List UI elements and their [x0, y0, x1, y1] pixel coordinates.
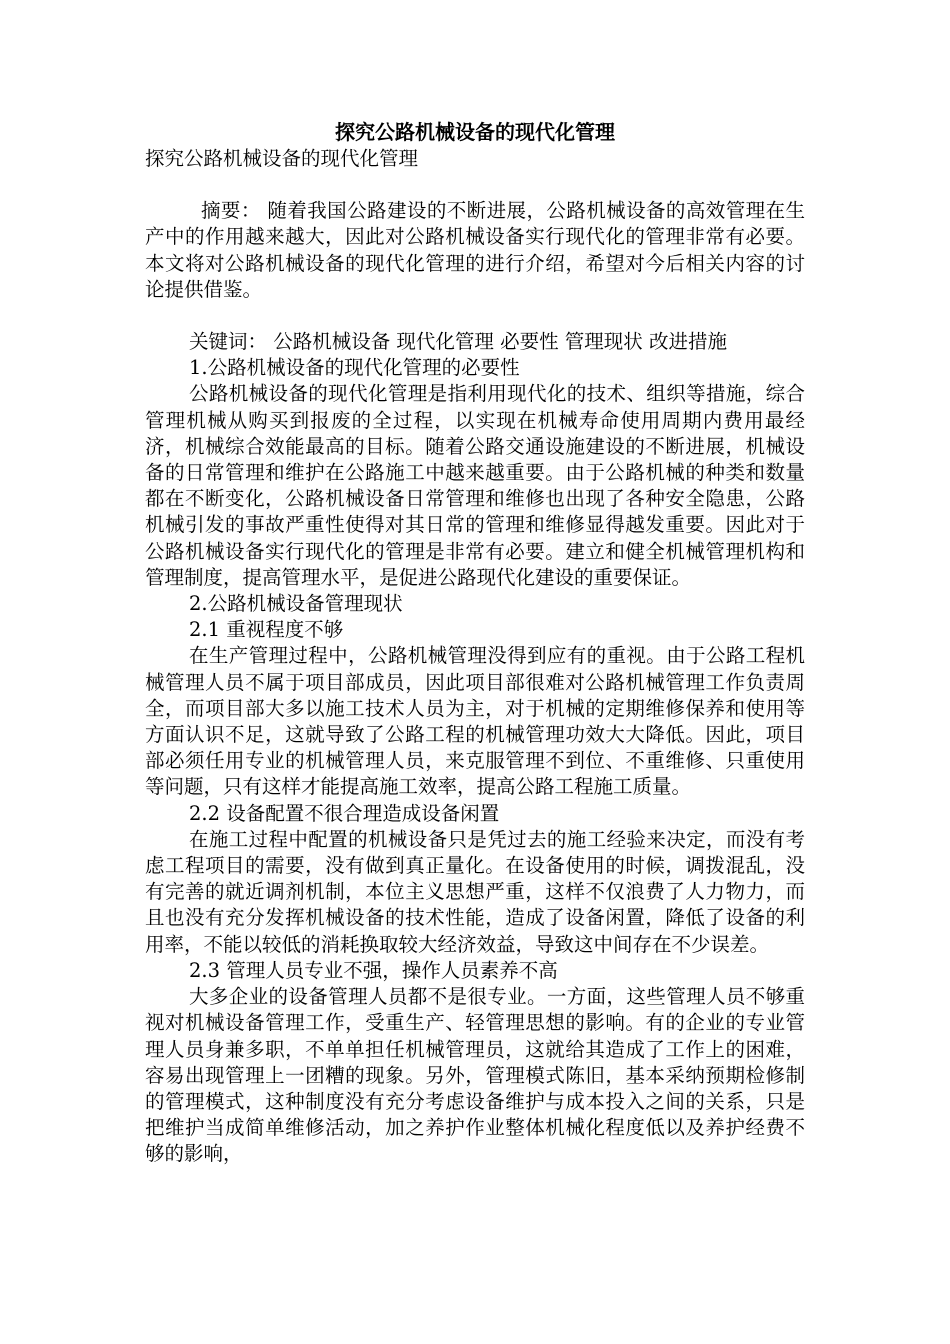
document-page [145, 118, 805, 1168]
abstract-paragraph: 摘要： 随着我国公路建设的不断进展，公路机械设备的高效管理在生产中的作用越来越大，因此对公路机械设备实行现代化的管理非常有必要。本文将对公路机械设备的现代化管理的进行介绍，希望对今后相关内容的讨论提供借鉴。 [145, 199, 805, 301]
spacer [145, 303, 805, 329]
section-heading-2-2: 2.2 设备配置不很合理造成设备闲置 [189, 801, 500, 825]
spacer [145, 172, 805, 198]
document-subtitle: 探究公路机械设备的现代化管理 [145, 147, 419, 170]
section-heading-1: 1.公路机械设备的现代化管理的必要性 [189, 356, 520, 380]
keywords-paragraph: 关键词： 公路机械设备 现代化管理 必要性 管理现状 改进措施 [189, 330, 727, 354]
section-heading-2-3: 2.3 管理人员专业不强，操作人员素养不高 [189, 958, 558, 982]
section-2-3-paragraph: 大多企业的设备管理人员都不是很专业。一方面，这些管理人员不够重视对机械设备管理工作，受重生产、轻管理思想的影响。有的企业的专业管理人员身兼多职，不单单担任机械管理员，这就给其造成了工作上的困难，容易出现管理上一团糟的现象。另外，管理模式陈旧，基本采纳预期检修制的管理模式，这种制度没有充分考虑设备维护与成本投入之间的关系，只是把维护当成简单维修活动，加之养护作业整体机械化程度低以及养护经费不够的影响， [145, 985, 805, 1166]
section-2-2-paragraph: 在施工过程中配置的机械设备只是凭过去的施工经验来决定，而没有考虑工程项目的需要，没有做到真正量化。在设备使用的时候，调拨混乱，没有完善的就近调剂机制，本位主义思想严重，这样不仅浪费了人力物力，而且也没有充分发挥机械设备的技术性能，造成了设备闲置，降低了设备的利用率，不能以较低的消耗换取较大经济效益，导致这中间存在不少误差。 [145, 827, 805, 956]
document-title: 探究公路机械设备的现代化管理 [335, 120, 615, 144]
section-heading-2-1: 2.1 重视程度不够 [189, 618, 344, 642]
section-heading-2: 2.公路机械设备管理现状 [189, 592, 403, 616]
section-1-paragraph: 公路机械设备的现代化管理是指利用现代化的技术、组织等措施，综合管理机械从购买到报废的全过程，以实现在机械寿命使用周期内费用最经济，机械综合效能最高的目标。随着公路交通设施建设的不断进展，机械设备的日常管理和维护在公路施工中越来越重要。由于公路机械的种类和数量都在不断变化，公路机械设备日常管理和维修也出现了各种安全隐患，公路机械引发的事故严重性使得对其日常的管理和维修显得越发重要。因此对于公路机械设备实行现代化的管理是非常有必要。建立和健全机械管理机构和管理制度，提高管理水平，是促进公路现代化建设的重要保证。 [145, 382, 805, 589]
section-2-1-paragraph: 在生产管理过程中，公路机械管理没得到应有的重视。由于公路工程机械管理人员不属于项目部成员，因此项目部很难对公路机械管理工作负责周全，而项目部大多以施工技术人员为主，对于机械的定期维修保养和使用等方面认识不足，这就导致了公路工程的机械管理功效大大降低。因此，项目部必须任用专业的机械管理人员，来克服管理不到位、不重维修、只重使用等问题，只有这样才能提高施工效率，提高公路工程施工质量。 [145, 644, 805, 799]
